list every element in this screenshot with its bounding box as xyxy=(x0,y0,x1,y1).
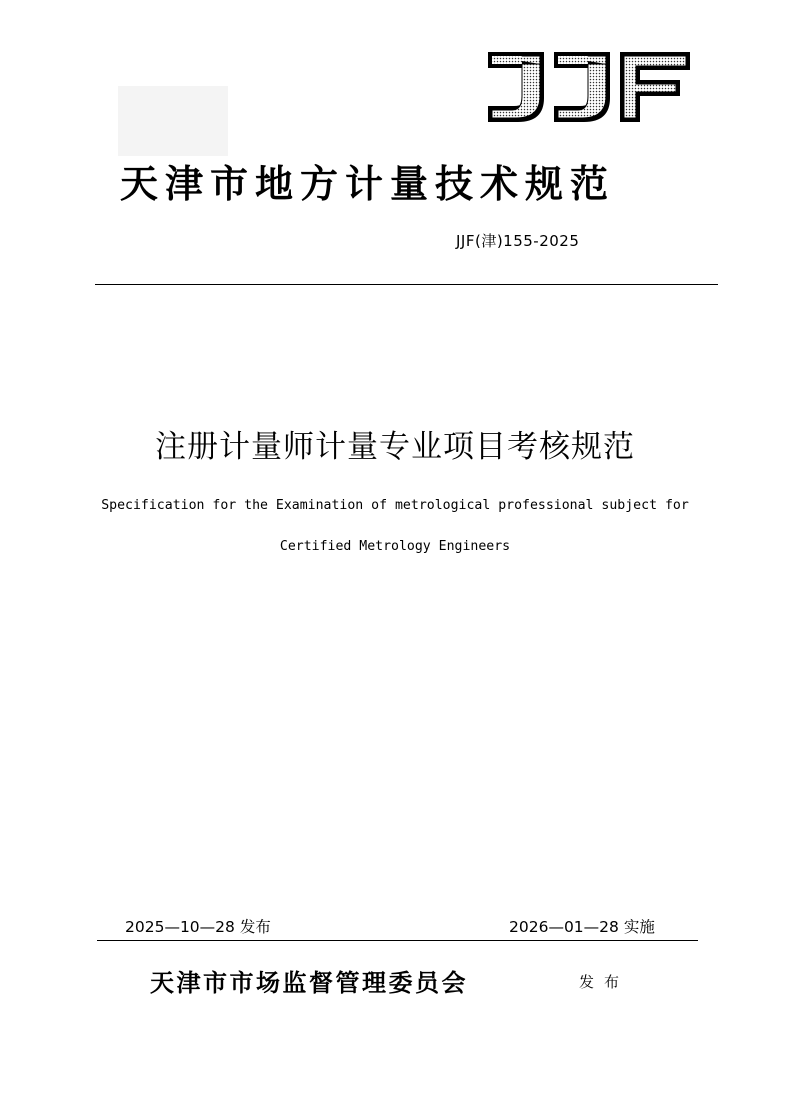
bottom-divider xyxy=(97,940,698,941)
standard-type-heading xyxy=(0,153,790,211)
logo-letter-j2 xyxy=(554,52,610,122)
chinese-title xyxy=(0,421,790,466)
standard-code: JJF(津)155-2025 xyxy=(456,232,580,250)
issue-date: 2025—10—28 发布 xyxy=(125,918,271,936)
top-divider xyxy=(95,284,718,285)
implementation-date: 2026—01—28 实施 xyxy=(509,918,655,936)
logo-letter-f xyxy=(620,52,690,122)
jjf-logo xyxy=(484,48,698,126)
english-title-line-1: Specification for the Examination of metrological professional subject for xyxy=(101,498,689,513)
issuing-authority-suffix: 发布 xyxy=(579,973,630,991)
logo-letter-j1 xyxy=(488,52,544,122)
standard-type-text: 天津市地方计量技术规范 xyxy=(120,161,616,206)
english-title-line-2: Certified Metrology Engineers xyxy=(279,539,511,554)
issuing-authority: 天津市市场监督管理委员会 xyxy=(150,968,468,997)
chinese-title-text: 注册计量师计量专业项目考核规范 xyxy=(155,429,635,465)
scan-smudge xyxy=(118,86,228,156)
